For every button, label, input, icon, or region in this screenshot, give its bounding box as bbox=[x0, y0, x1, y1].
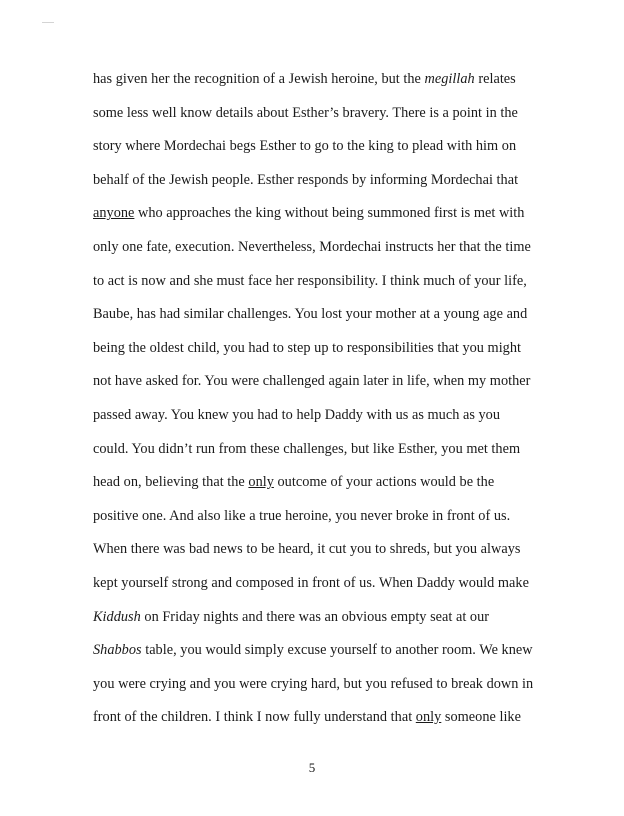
text-run: on Friday nights and there was an obvious empty seat at our bbox=[140, 608, 490, 625]
text-run: to act is now and she must face her responsibility. I think much of your life, bbox=[93, 272, 527, 289]
text-line bbox=[93, 298, 553, 332]
text-run: behalf of the Jewish people. Esther responds by informing Mordechai that bbox=[93, 171, 519, 188]
text-run: When there was bad news to be heard, it cut you to shreds, but you always bbox=[93, 541, 521, 558]
underlined-word: anyone bbox=[93, 205, 135, 222]
text-line bbox=[93, 466, 553, 500]
text-run: Baube, has had similar challenges. You lost your mother at a young age and bbox=[93, 306, 528, 323]
text-run: outcome of your actions would be the bbox=[273, 474, 495, 491]
text-line bbox=[93, 634, 553, 668]
underlined-word: only bbox=[248, 474, 274, 491]
scan-artifact bbox=[42, 22, 54, 23]
text-line bbox=[93, 533, 553, 567]
text-run: relates bbox=[474, 71, 516, 87]
text-line bbox=[93, 97, 553, 131]
text-line bbox=[93, 164, 553, 198]
underlined-word: only bbox=[415, 709, 442, 726]
text-run: kept yourself strong and composed in front of us. When Daddy would make bbox=[93, 574, 529, 591]
text-run: you were crying and you were crying hard, but you refused to break down in bbox=[93, 675, 534, 692]
text-line bbox=[93, 197, 553, 231]
page-number: 5 bbox=[308, 760, 316, 775]
text-run: passed away. You knew you had to help Daddy with us as much as you bbox=[93, 406, 501, 423]
italic-term: megillah bbox=[424, 71, 475, 87]
text-run: has given her the recognition of a Jewish heroine, but the bbox=[93, 71, 425, 87]
text-run: someone like bbox=[441, 709, 521, 726]
text-line bbox=[93, 399, 553, 433]
text-line bbox=[93, 365, 553, 399]
text-line bbox=[93, 265, 553, 299]
text-run: story where Mordechai begs Esther to go to the king to plead with him on bbox=[93, 138, 517, 155]
text-line bbox=[93, 500, 553, 534]
text-run: could. You didn’t run from these challenges, but like Esther, you met them bbox=[93, 440, 521, 457]
text-run: being the oldest child, you had to step up to responsibilities that you might bbox=[93, 339, 522, 356]
text-line bbox=[93, 433, 553, 467]
body-text bbox=[93, 63, 553, 735]
text-run: table, you would simply excuse yourself to another room. We knew bbox=[141, 642, 533, 659]
text-run: some less well know details about Esther’s bravery. There is a point in the bbox=[93, 104, 518, 121]
italic-term: Shabbos bbox=[93, 642, 142, 659]
text-run: front of the children. I think I now fully understand that bbox=[93, 709, 416, 726]
text-line bbox=[93, 701, 553, 735]
text-line bbox=[93, 601, 553, 635]
text-line bbox=[93, 567, 553, 601]
text-line bbox=[93, 332, 553, 366]
text-line bbox=[93, 130, 553, 164]
text-run: head on, believing that the bbox=[93, 474, 249, 491]
italic-term: Kiddush bbox=[93, 608, 141, 625]
text-line bbox=[93, 231, 553, 265]
text-line bbox=[93, 63, 553, 97]
text-run: only one fate, execution. Nevertheless, Mordechai instructs her that the time bbox=[93, 238, 531, 255]
text-run: positive one. And also like a true heroine, you never broke in front of us. bbox=[93, 507, 511, 524]
text-run: not have asked for. You were challenged again later in life, when my mother bbox=[93, 373, 531, 390]
text-run: who approaches the king without being summoned first is met with bbox=[134, 205, 525, 222]
text-line bbox=[93, 668, 553, 702]
